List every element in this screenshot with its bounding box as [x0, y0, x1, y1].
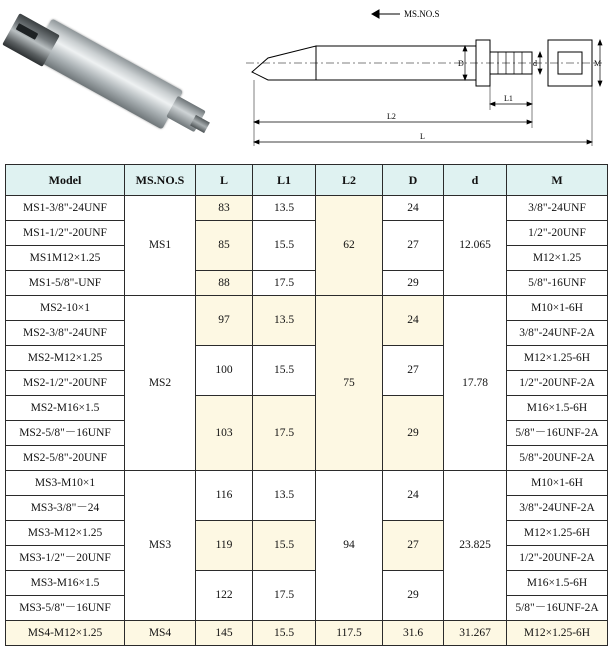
cell-model: MS2-3/8"-24UNF — [6, 321, 125, 346]
cell-l: 103 — [196, 396, 253, 471]
cell-l: 83 — [196, 196, 253, 221]
cell-model: MS3-M12×1.25 — [6, 521, 125, 546]
cell-m: 3/8"-24UNF-2A — [507, 321, 608, 346]
cell-model: MS2-5/8"-20UNF — [6, 446, 125, 471]
dim-label-M: M — [594, 59, 602, 68]
cell-l1: 13.5 — [253, 296, 316, 346]
cell-l1: 17.5 — [253, 571, 316, 621]
cell-l: 122 — [196, 571, 253, 621]
cell-model: MS1-5/8"-UNF — [6, 271, 125, 296]
header-d-upper: D — [383, 165, 444, 196]
cell-d: 29 — [383, 271, 444, 296]
cell-d2: 31.267 — [444, 621, 507, 646]
table-header-row — [6, 165, 608, 196]
cell-ms-nos: MS3 — [125, 471, 196, 621]
cell-d: 29 — [383, 571, 444, 621]
dim-label-D: D — [458, 59, 464, 68]
cell-l: 88 — [196, 271, 253, 296]
specification-table — [5, 164, 608, 646]
cell-m: M12×1.25-6H — [507, 621, 608, 646]
cell-d2: 23.825 — [444, 471, 507, 621]
cell-m: 3/8"-24UNF-2A — [507, 496, 608, 521]
cell-model: MS3-5/8"－16UNF — [6, 596, 125, 621]
cell-ms-nos: MS1 — [125, 196, 196, 296]
cell-model: MS1-1/2"-20UNF — [6, 221, 125, 246]
cell-model: MS3-M16×1.5 — [6, 571, 125, 596]
cell-l: 85 — [196, 221, 253, 271]
dim-label-L1: L1 — [504, 94, 513, 103]
table-row — [6, 221, 608, 246]
cell-m: 3/8"-24UNF — [507, 196, 608, 221]
cell-l1: 15.5 — [253, 621, 316, 646]
dim-label-L: L — [420, 132, 425, 141]
cell-m: M10×1-6H — [507, 471, 608, 496]
taper-shank-illustration — [10, 14, 206, 134]
cell-ms-nos: MS2 — [125, 296, 196, 471]
dim-label-d: d — [533, 59, 537, 68]
cell-model: MS2-10×1 — [6, 296, 125, 321]
cell-m: 1/2"-20UNF-2A — [507, 371, 608, 396]
cell-l1: 15.5 — [253, 521, 316, 571]
header-l1: L1 — [253, 165, 316, 196]
cell-m: 1/2"-20UNF-2A — [507, 546, 608, 571]
table-row — [6, 196, 608, 221]
cell-model: MS2-5/8"－16UNF — [6, 421, 125, 446]
product-photo — [0, 0, 230, 160]
cell-m: M16×1.5-6H — [507, 396, 608, 421]
cell-d: 29 — [383, 396, 444, 471]
cell-l: 97 — [196, 296, 253, 346]
cell-model: MS1M12×1.25 — [6, 246, 125, 271]
cell-d: 24 — [383, 471, 444, 521]
cell-m: 5/8"－16UNF-2A — [507, 421, 608, 446]
cell-m: M16×1.5-6H — [507, 571, 608, 596]
cell-model: MS4-M12×1.25 — [6, 621, 125, 646]
table-row — [6, 471, 608, 496]
cell-model: MS3-3/8"－24 — [6, 496, 125, 521]
cell-d: 27 — [383, 521, 444, 571]
cell-model: MS2-M16×1.5 — [6, 396, 125, 421]
table-row — [6, 271, 608, 296]
header-model: Model — [6, 165, 125, 196]
cell-m: 5/8"-20UNF-2A — [507, 446, 608, 471]
table-row — [6, 396, 608, 421]
cell-l1: 13.5 — [253, 196, 316, 221]
cell-m: M10×1-6H — [507, 296, 608, 321]
table-row — [6, 521, 608, 546]
table-row — [6, 296, 608, 321]
cell-l2: 117.5 — [316, 621, 383, 646]
header-d-lower: d — [444, 165, 507, 196]
cell-model: MS2-M12×1.25 — [6, 346, 125, 371]
header-ms-nos: MS.NO.S — [125, 165, 196, 196]
table-row — [6, 346, 608, 371]
cell-l: 100 — [196, 346, 253, 396]
callout-ms-nos: MS.NO.S — [404, 9, 440, 19]
cell-m: 5/8"-16UNF — [507, 271, 608, 296]
cell-d: 31.6 — [383, 621, 444, 646]
cell-l1: 17.5 — [253, 271, 316, 296]
cell-m: M12×1.25-6H — [507, 521, 608, 546]
cell-l2: 75 — [316, 296, 383, 471]
cell-l1: 15.5 — [253, 221, 316, 271]
cell-d: 27 — [383, 346, 444, 396]
table-row — [6, 571, 608, 596]
cell-m: M12×1.25 — [507, 246, 608, 271]
drawing-svg — [232, 0, 608, 160]
cell-l1: 13.5 — [253, 471, 316, 521]
cell-l: 145 — [196, 621, 253, 646]
table-body — [6, 196, 608, 646]
cell-m: M12×1.25-6H — [507, 346, 608, 371]
dim-label-L2: L2 — [387, 112, 396, 121]
cell-l: 119 — [196, 521, 253, 571]
table-row — [6, 621, 608, 646]
header-m: M — [507, 165, 608, 196]
cell-d2: 12.065 — [444, 196, 507, 296]
cell-d: 27 — [383, 221, 444, 271]
cell-l1: 15.5 — [253, 346, 316, 396]
cell-l: 116 — [196, 471, 253, 521]
header-l: L — [196, 165, 253, 196]
cell-d2: 17.78 — [444, 296, 507, 471]
cell-ms-nos: MS4 — [125, 621, 196, 646]
cell-model: MS3-1/2"－20UNF — [6, 546, 125, 571]
cell-model: MS1-3/8"-24UNF — [6, 196, 125, 221]
cell-l2: 94 — [316, 471, 383, 621]
cell-d: 24 — [383, 296, 444, 346]
specification-table-wrap — [5, 164, 603, 646]
figure-area — [0, 0, 608, 160]
cell-m: 1/2"-20UNF — [507, 221, 608, 246]
technical-drawing — [232, 0, 608, 160]
cell-l1: 17.5 — [253, 396, 316, 471]
cell-model: MS2-1/2"-20UNF — [6, 371, 125, 396]
header-l2: L2 — [316, 165, 383, 196]
cell-d: 24 — [383, 196, 444, 221]
cell-m: 5/8"－16UNF-2A — [507, 596, 608, 621]
cell-l2: 62 — [316, 196, 383, 296]
cell-model: MS3-M10×1 — [6, 471, 125, 496]
